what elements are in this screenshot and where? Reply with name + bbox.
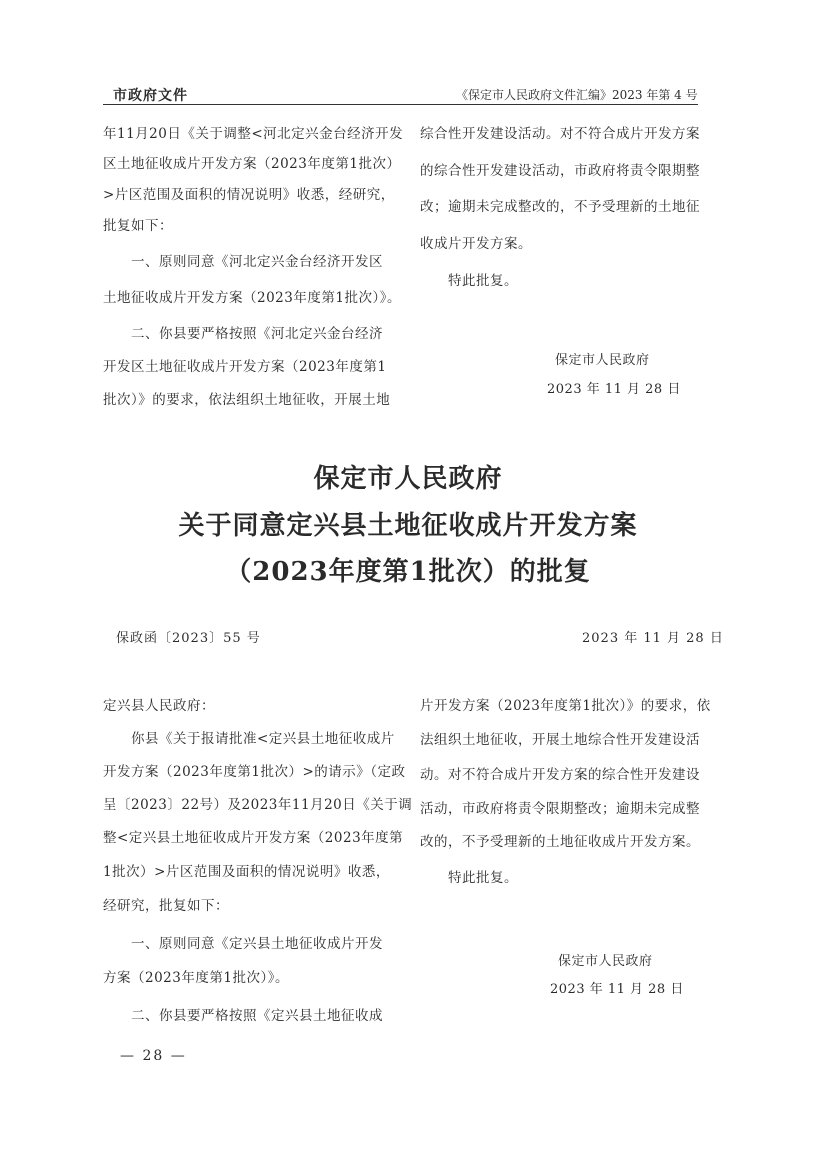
prev-doc-date: 2023 年 11 月 28 日: [547, 382, 681, 397]
header-rule: [103, 104, 698, 105]
text-line: 批复如下：: [103, 218, 173, 234]
text-line: 开发方案（2023年度第1批次）>的请示》（定政: [103, 764, 406, 780]
doc-title-batch: （2023年度第1批次）的批复: [225, 557, 591, 587]
text-line: 特此批复。: [420, 870, 518, 886]
text-line: 经研究，批复如下：: [103, 898, 229, 914]
body-date: 2023 年 11 月 28 日: [550, 982, 684, 997]
text-line: 二、你县要严格按照《河北定兴金台经济: [103, 326, 383, 342]
page-number: — 28 —: [120, 1048, 187, 1064]
text-line: 土地征收成片开发方案（2023年度第1批次）》。: [103, 290, 401, 306]
doc-title-subject: 关于同意定兴县土地征收成片开发方案: [178, 511, 638, 541]
header-publication-title: 《保定市人民政府文件汇编》2023 年第 4 号: [456, 88, 698, 102]
prev-doc-signature: 保定市人民政府: [555, 353, 650, 368]
text-line: 综合性开发建设活动。对不符合成片开发方案: [420, 126, 700, 142]
text-line: 区土地征收成片开发方案（2023年度第1批次）: [103, 156, 401, 172]
text-line: 一、原则同意《河北定兴金台经济开发区: [103, 254, 383, 270]
text-line: 一、原则同意《定兴县土地征收成片开发: [103, 936, 383, 952]
text-line: 1批次）>片区范围及面积的情况说明》收悉，: [103, 864, 390, 880]
text-line: 动。对不符合成片开发方案的综合性开发建设: [420, 767, 700, 783]
text-line: 改的，不予受理新的土地征收成片开发方案。: [420, 834, 700, 850]
text-line: 你县《关于报请批准<定兴县土地征收成片: [103, 731, 395, 747]
body-signature: 保定市人民政府: [558, 954, 653, 969]
doc-title-issuer: 保定市人民政府: [313, 464, 503, 494]
salutation: 定兴县人民政府：: [103, 698, 215, 714]
text-line: 改；逾期未完成整改的，不予受理新的土地征: [420, 199, 700, 215]
text-line: 的综合性开发建设活动，市政府将责令限期整: [420, 163, 700, 179]
text-line: 开发区土地征收成片开发方案（2023年度第1: [103, 359, 387, 375]
text-line: 方案（2023年度第1批次）》。: [103, 970, 289, 986]
text-line: 法组织土地征收，开展土地综合性开发建设活: [420, 732, 700, 748]
text-line: 片开发方案（2023年度第1批次）》的要求，依: [420, 698, 711, 714]
text-line: 整<定兴县土地征收成片开发方案（2023年度第: [103, 830, 404, 846]
text-line: 年11月20日《关于调整<河北定兴金台经济开发: [103, 126, 404, 142]
header-section-label: 市政府文件: [113, 88, 188, 104]
doc-date: 2023 年 11 月 28 日: [582, 631, 724, 646]
text-line: 特此批复。: [420, 273, 518, 289]
text-line: 呈〔2023〕22号）及2023年11月20日《关于调: [103, 797, 413, 813]
text-line: 收成片开发方案。: [420, 236, 532, 252]
text-line: >片区范围及面积的情况说明》收悉，经研究，: [103, 187, 395, 203]
text-line: 批次）》的要求，依法组织土地征收，开展土地: [103, 392, 391, 408]
text-line: 活动，市政府将责令限期整改；逾期未完成整: [420, 801, 700, 817]
doc-number: 保政函〔2023〕55 号: [116, 631, 261, 646]
text-line: 二、你县要严格按照《定兴县土地征收成: [103, 1008, 383, 1024]
